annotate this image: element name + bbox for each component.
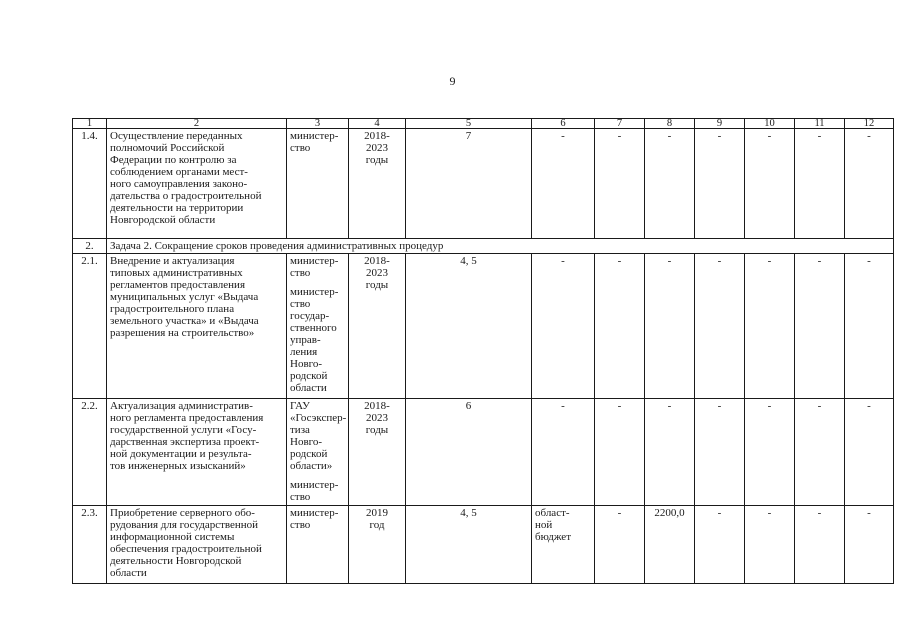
cell-col11: -: [795, 399, 845, 506]
cell-col8: -: [645, 254, 695, 399]
funding-source-line: бюджет: [535, 531, 571, 543]
executor-line: области: [290, 382, 327, 394]
indicator: 4, 5: [406, 506, 532, 584]
period-line: год: [369, 519, 385, 531]
activity-name-line: градостроительного плана: [110, 303, 235, 315]
executor-line: министер-: [290, 130, 339, 142]
activity-name-line: Федерации по контролю за: [110, 154, 237, 166]
funding-source: [532, 506, 595, 584]
executor-line: ство: [290, 491, 311, 503]
table-header-row: [73, 119, 894, 129]
period: [349, 399, 406, 506]
executor-line: министер-: [290, 479, 339, 491]
cell-col11: -: [795, 506, 845, 584]
header-cell: 12: [845, 119, 894, 129]
row-number: 2.2.: [73, 399, 107, 506]
table-row: [73, 254, 894, 399]
period-line: 2023: [366, 142, 388, 154]
activity-name-line: рудования для государственной: [110, 519, 259, 531]
activity-name-line: ной документации и результа-: [110, 448, 252, 460]
funding-source: -: [532, 254, 595, 399]
activity-name-line: соблюдением органами мест-: [110, 166, 248, 178]
program-table: [72, 118, 894, 584]
activity-name-line: ного самоуправления законо-: [110, 178, 248, 190]
activity-name-line: государственной услуги «Госу-: [110, 424, 257, 436]
activity-name-line: Актуализация административ-: [110, 400, 253, 412]
funding-source-line: ной: [535, 519, 553, 531]
table-row: [73, 506, 894, 584]
cell-col12: -: [845, 254, 894, 399]
table-row: [73, 399, 894, 506]
cell-col10: -: [745, 506, 795, 584]
executor-line: управ-: [290, 334, 321, 346]
row-number: 2.3.: [73, 506, 107, 584]
header-cell: 3: [287, 119, 349, 129]
header-cell: 9: [695, 119, 745, 129]
period-line: 2023: [366, 267, 388, 279]
activity-name-line: обеспечения градостроительной: [110, 543, 262, 555]
header-cell: 2: [107, 119, 287, 129]
executor: [287, 254, 349, 399]
activity-name-line: Осуществление переданных: [110, 130, 243, 142]
row-number: 1.4.: [73, 129, 107, 239]
cell-col8: -: [645, 129, 695, 239]
period-line: годы: [365, 424, 389, 436]
activity-name-line: земельного участка» и «Выдача: [110, 315, 259, 327]
indicator: 7: [406, 129, 532, 239]
task-number: 2.: [73, 239, 107, 254]
task-title: Задача 2. Сокращение сроков проведения административных процедур: [107, 239, 894, 254]
activity-name-line: Внедрение и актуализация: [110, 255, 235, 267]
period: [349, 129, 406, 239]
period: [349, 506, 406, 584]
cell-col7: -: [595, 506, 645, 584]
activity-name-line: области: [110, 567, 147, 579]
period-line: 2019: [366, 507, 388, 519]
header-cell: 10: [745, 119, 795, 129]
activity-name: [107, 254, 287, 399]
cell-col9: -: [695, 506, 745, 584]
row-number: 2.1.: [73, 254, 107, 399]
header-cell: 1: [73, 119, 107, 129]
executor-line: родской: [290, 370, 328, 382]
cell-col10: -: [745, 254, 795, 399]
period-line: 2018-: [364, 400, 390, 412]
cell-col11: -: [795, 254, 845, 399]
activity-name-line: разрешения на строительство»: [110, 327, 255, 339]
period-line: 2018-: [364, 130, 390, 142]
executor-line: ления: [290, 346, 318, 358]
activity-name-line: типовых административных: [110, 267, 243, 279]
executor-spacer: [290, 472, 345, 479]
table-row: [73, 129, 894, 239]
activity-name-line: Новгородской области: [110, 214, 216, 226]
activity-name-line: дательства о градостроительной: [110, 190, 262, 202]
cell-col12: -: [845, 129, 894, 239]
activity-name-line: информационной системы: [110, 531, 235, 543]
activity-name-line: деятельности Новгородской: [110, 555, 242, 567]
activity-name: [107, 129, 287, 239]
period: [349, 254, 406, 399]
executor-line: министер-: [290, 286, 339, 298]
executor-line: ГАУ: [290, 400, 310, 412]
cell-col7: -: [595, 129, 645, 239]
activity-name: [107, 399, 287, 506]
period-line: 2018-: [364, 255, 390, 267]
cell-col7: -: [595, 254, 645, 399]
cell-col7: -: [595, 399, 645, 506]
activity-name-line: тов инженерных изысканий»: [110, 460, 246, 472]
header-cell: 4: [349, 119, 406, 129]
executor-line: государ-: [290, 310, 330, 322]
cell-col10: -: [745, 129, 795, 239]
executor-line: министер-: [290, 255, 339, 267]
funding-source: -: [532, 129, 595, 239]
cell-col9: -: [695, 399, 745, 506]
executor-line: ство: [290, 519, 311, 531]
activity-name-line: ного регламента предоставления: [110, 412, 264, 424]
executor-line: родской: [290, 448, 328, 460]
header-cell: 7: [595, 119, 645, 129]
cell-col9: -: [695, 254, 745, 399]
header-cell: 6: [532, 119, 595, 129]
executor-line: тиза: [290, 424, 310, 436]
cell-col12: -: [845, 399, 894, 506]
header-cell: 8: [645, 119, 695, 129]
indicator: 6: [406, 399, 532, 506]
executor-line: ство: [290, 267, 311, 279]
cell-col8: 2200,0: [645, 506, 695, 584]
activity-name-line: дарственная экспертиза проект-: [110, 436, 260, 448]
period-line: годы: [365, 154, 389, 166]
executor: [287, 399, 349, 506]
executor-line: «Госэкспер-: [290, 412, 347, 424]
activity-name-line: регламентов предоставления: [110, 279, 245, 291]
period-line: 2023: [366, 412, 388, 424]
executor-line: области»: [290, 460, 333, 472]
cell-col12: -: [845, 506, 894, 584]
activity-name-line: муниципальных услуг «Выдача: [110, 291, 259, 303]
executor-line: Новго-: [290, 436, 323, 448]
executor-line: ство: [290, 298, 311, 310]
cell-col9: -: [695, 129, 745, 239]
period-line: годы: [365, 279, 389, 291]
task-row: [73, 239, 894, 254]
activity-name: [107, 506, 287, 584]
executor: [287, 129, 349, 239]
header-cell: 11: [795, 119, 845, 129]
cell-col10: -: [745, 399, 795, 506]
executor-spacer: [290, 279, 345, 286]
activity-name-line: полномочий Российской: [110, 142, 225, 154]
cell-col8: -: [645, 399, 695, 506]
executor-line: ство: [290, 142, 311, 154]
cell-col11: -: [795, 129, 845, 239]
activity-name-line: Приобретение серверного обо-: [110, 507, 255, 519]
page-number: 9: [449, 74, 456, 88]
funding-source-line: област-: [535, 507, 570, 519]
executor-line: ственного: [290, 322, 337, 334]
indicator: 4, 5: [406, 254, 532, 399]
header-cell: 5: [406, 119, 532, 129]
funding-source: -: [532, 399, 595, 506]
executor-line: министер-: [290, 507, 339, 519]
activity-name-line: деятельности на территории: [110, 202, 244, 214]
executor: [287, 506, 349, 584]
executor-line: Новго-: [290, 358, 323, 370]
